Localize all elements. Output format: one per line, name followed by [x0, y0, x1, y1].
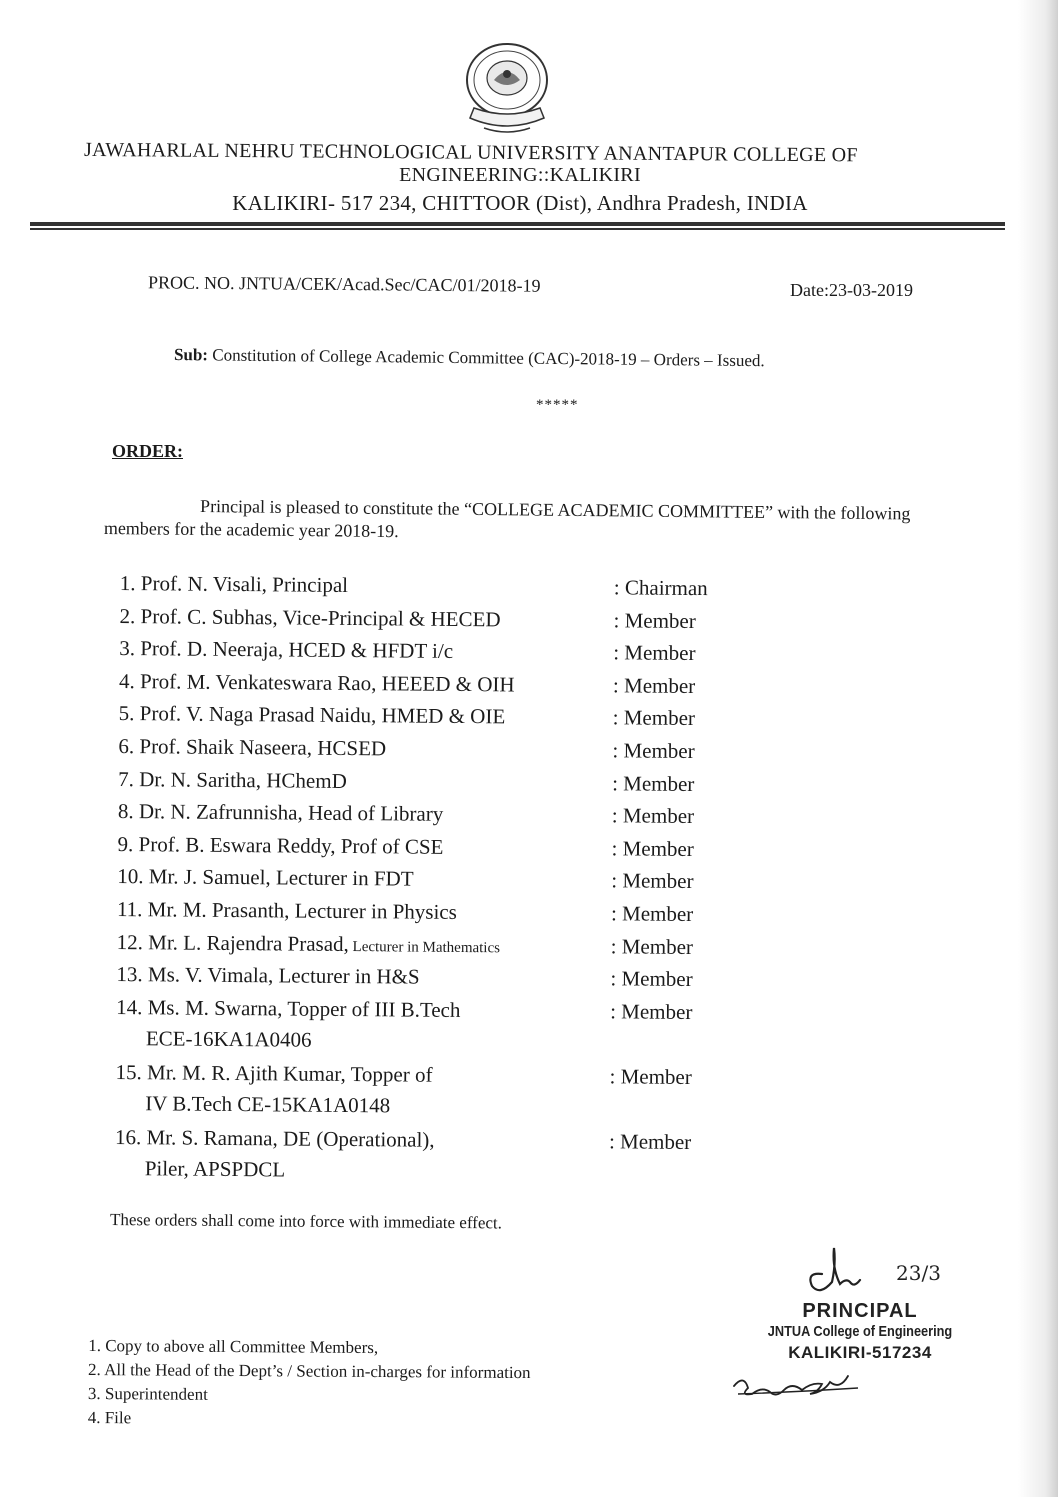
member-role: : Member [609, 1064, 692, 1089]
separator-stars: ***** [536, 397, 579, 413]
member-name [118, 764, 347, 797]
member-name-text: 11. Mr. M. Prasanth, Lecturer in Physics [116, 896, 457, 924]
subject-text: Constitution of College Academic Committee (CAC)-2018-19 – Orders – Issued. [207, 345, 765, 371]
subject-label: Sub: [173, 345, 209, 365]
member-role: : Member [610, 966, 693, 992]
member-list [115, 568, 760, 1192]
member-role: : Member [612, 738, 695, 763]
copy-to-item: 4. File [87, 1407, 132, 1428]
header-divider-thick [30, 222, 1005, 226]
member-detail: IV B.Tech CE-15KA1A0148 [145, 1090, 391, 1118]
member-name-text: 3. Prof. D. Neeraja, HCED & HFDT i/c [119, 636, 454, 664]
member-name-text: 12. Mr. L. Rajendra Prasad, [116, 929, 349, 956]
member-name [115, 1057, 432, 1122]
copy-to-list [88, 1334, 531, 1433]
proceeding-number: PROC. NO. JNTUA/CEK/Acad.Sec/CAC/01/2018-19 [147, 272, 541, 296]
member-role: : Member [608, 1129, 692, 1154]
member-name-text: 1. Prof. N. Visali, Principal [119, 570, 349, 597]
member-role: : Member [612, 673, 696, 698]
stamp-college: JNTUA College of Engineering [767, 1323, 953, 1340]
member-role: : Chairman [613, 575, 708, 601]
member-name-text: 4. Prof. M. Venkateswara Rao, HEEED & OIH [118, 668, 515, 697]
member-name [119, 601, 500, 635]
member-name-text: 13. Ms. V. Vimala, Lecturer in H&S [116, 962, 420, 989]
subject-line [174, 345, 765, 371]
principal-stamp [740, 1300, 980, 1364]
stamp-title: PRINCIPAL [802, 1300, 918, 1322]
member-name-text: 15. Mr. M. R. Ajith Kumar, Topper of [115, 1059, 433, 1087]
order-heading: ORDER: [112, 441, 183, 461]
member-detail: ECE-16KA1A0406 [145, 1025, 312, 1052]
member-role: : Member [613, 640, 696, 666]
handwritten-initials [728, 1364, 898, 1404]
member-role: : Member [611, 868, 694, 894]
member-designation: Lecturer in Mathematics [348, 938, 501, 956]
signature-date: 23/3 [896, 1261, 941, 1285]
member-row [115, 1057, 756, 1128]
member-role: : Member [610, 933, 694, 959]
closing-statement: These orders shall come into force with immediate effect. [109, 1210, 503, 1233]
member-name [120, 568, 348, 601]
member-name [117, 894, 457, 928]
copy-to-item: 3. Superintendent [87, 1384, 208, 1404]
member-name-text: 10. Mr. J. Samuel, Lecturer in FDT [117, 864, 414, 891]
university-emblem-icon [452, 42, 562, 138]
member-name [118, 731, 386, 764]
member-name [116, 959, 419, 993]
member-name-text: 7. Dr. N. Saritha, HChemD [118, 766, 347, 793]
member-name-text: 8. Dr. N. Zafrunnisha, Head of Library [117, 799, 444, 826]
university-name-line2: ENGINEERING::KALIKIRI [399, 164, 641, 186]
intro-text: Principal is pleased to constitute the “COLLEGE ACADEMIC COMMITTEE” with the following members for the academic year 2018-19. [103, 496, 911, 542]
member-role: : Member [610, 999, 693, 1024]
member-name [116, 992, 461, 1057]
member-detail: Piler, APSPDCL [144, 1155, 286, 1182]
principal-signature [800, 1240, 950, 1296]
order-date: Date:23-03-2019 [790, 280, 913, 300]
member-role: : Member [610, 901, 694, 926]
member-role: : Member [611, 803, 695, 829]
intro-paragraph [104, 494, 974, 549]
stamp-location: KALIKIRI-517234 [788, 1343, 932, 1362]
member-name-text: 2. Prof. C. Subhas, Vice-Principal & HECED [119, 603, 501, 631]
university-address: KALIKIRI- 517 234, CHITTOOR (Dist), Andhra Pradesh, INDIA [232, 191, 808, 215]
member-name [119, 698, 506, 732]
copy-to-item: 2. All the Head of the Dept’s / Section in-charges for information [88, 1360, 531, 1383]
member-row [116, 992, 757, 1063]
member-name [117, 861, 414, 895]
member-name [118, 796, 444, 830]
member-role: : Member [612, 770, 695, 796]
header-divider-thin [30, 228, 1005, 230]
member-name [119, 666, 515, 700]
member-name-text: 6. Prof. Shaik Naseera, HCSED [118, 733, 387, 761]
member-name-text: 14. Ms. M. Swarna, Topper of III B.Tech [116, 994, 461, 1022]
member-name-text: 16. Mr. S. Ramana, DE (Operational), [114, 1124, 435, 1152]
member-name [115, 1122, 435, 1187]
member-role: : Member [611, 836, 694, 861]
member-role: : Member [612, 705, 696, 731]
page-edge-shadow [1018, 0, 1058, 1497]
member-name [117, 829, 443, 863]
member-name [117, 927, 501, 964]
member-row [115, 1122, 756, 1193]
member-name [119, 633, 453, 667]
member-name-text: 9. Prof. B. Eswara Reddy, Prof of CSE [117, 831, 444, 859]
copy-to-item: 1. Copy to above all Committee Members, [88, 1336, 379, 1358]
member-role: : Member [613, 607, 696, 633]
member-name-text: 5. Prof. V. Naga Prasad Naidu, HMED & OIE [118, 701, 506, 729]
university-name-line1: JAWAHARLAL NEHRU TECHNOLOGICAL UNIVERSITY ANANTAPUR COLLEGE OF [83, 138, 858, 167]
